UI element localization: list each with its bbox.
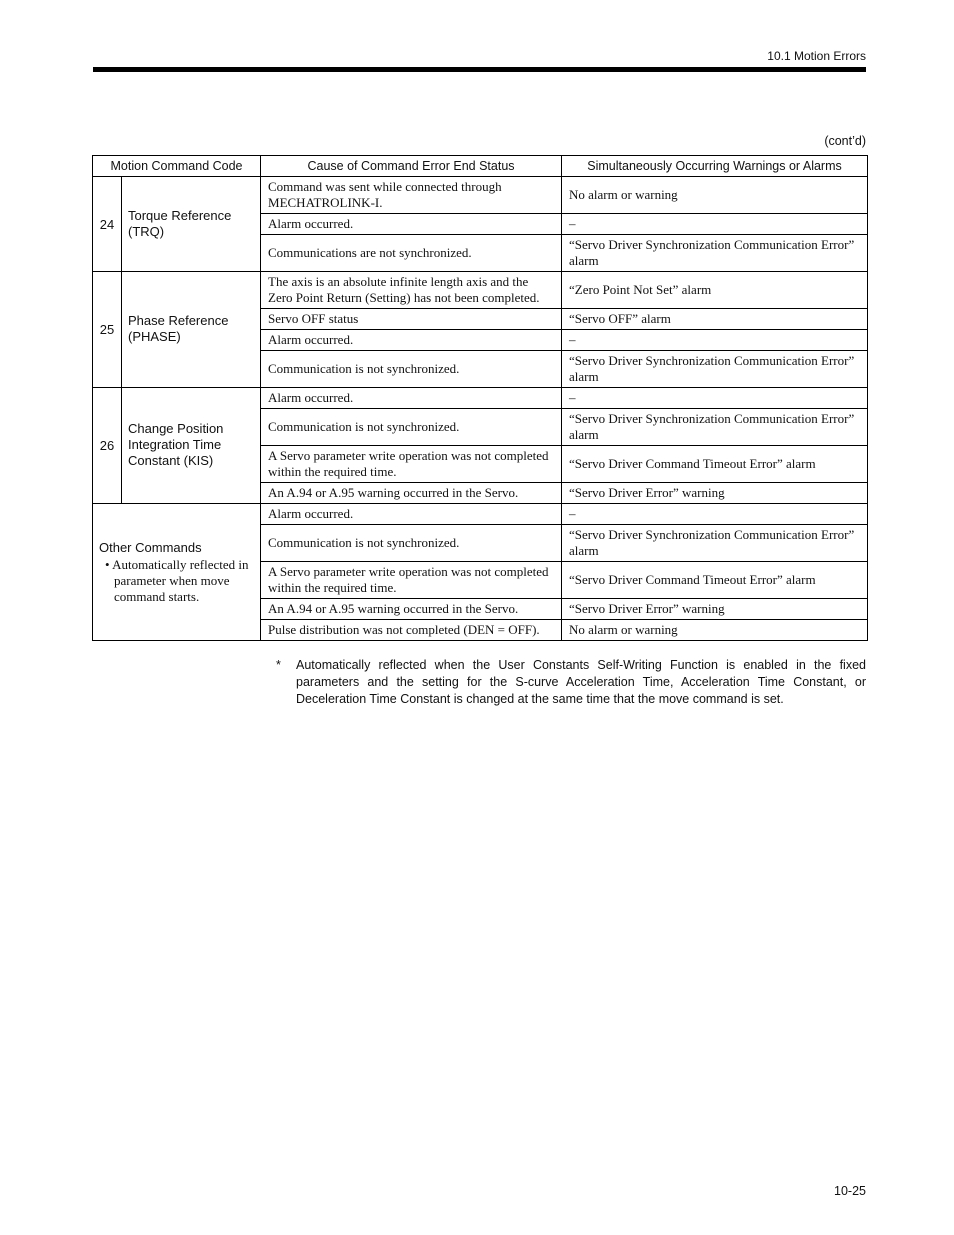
motion-errors-table: [92, 155, 868, 641]
cause-cell: Alarm occurred.: [261, 388, 562, 409]
table-header-row: [93, 156, 868, 177]
cause-cell: A Servo parameter write operation was not completed within the required time.: [261, 446, 562, 483]
cause-cell: Communications are not synchronized.: [261, 235, 562, 272]
warning-cell: “Servo Driver Synchronization Communication Error” alarm: [562, 235, 868, 272]
footnote: [276, 657, 866, 708]
command-code: 26: [93, 388, 122, 504]
footnote-marker: *: [276, 658, 281, 672]
warning-cell: “Servo Driver Command Timeout Error” alarm: [562, 562, 868, 599]
cause-cell: Alarm occurred.: [261, 214, 562, 235]
warning-cell: –: [562, 214, 868, 235]
command-name: Phase Reference (PHASE): [122, 272, 261, 388]
command-name: Other Commands: [99, 539, 202, 555]
warning-cell: “Servo Driver Command Timeout Error” alarm: [562, 446, 868, 483]
header-rule: [93, 67, 866, 72]
table-row: [93, 504, 868, 525]
warning-cell: “Zero Point Not Set” alarm: [562, 272, 868, 309]
command-name: Torque Reference (TRQ): [122, 177, 261, 272]
warning-cell: “Servo Driver Synchronization Communication Error” alarm: [562, 525, 868, 562]
col-header-warning: Simultaneously Occurring Warnings or Alarms: [562, 156, 868, 177]
warning-cell: “Servo Driver Synchronization Communication Error” alarm: [562, 351, 868, 388]
command-code: 24: [93, 177, 122, 272]
warning-cell: –: [562, 330, 868, 351]
cause-cell: Communication is not synchronized.: [261, 525, 562, 562]
continued-label: (cont’d): [824, 134, 866, 148]
cause-cell: Servo OFF status: [261, 309, 562, 330]
section-header: 10.1 Motion Errors: [767, 49, 866, 63]
command-code: 25: [93, 272, 122, 388]
cause-cell: Pulse distribution was not completed (DEN = OFF).: [261, 620, 562, 641]
cause-cell: Command was sent while connected through MECHATROLINK-I.: [261, 177, 562, 214]
table-row: [93, 388, 868, 409]
cause-cell: The axis is an absolute infinite length axis and the Zero Point Return (Setting) has not been completed.: [261, 272, 562, 309]
footnote-text: Automatically reflected when the User Constants Self-Writing Function is enabled in the fixed parameters and the setting for the S-curve Acceleration Time, Acceleration Time Constant, or Deceleration Time Constant is changed at the same time that the move command is set.: [296, 658, 866, 706]
warning-cell: “Servo Driver Synchronization Communication Error” alarm: [562, 409, 868, 446]
warning-cell: No alarm or warning: [562, 177, 868, 214]
col-header-cause: Cause of Command Error End Status: [261, 156, 562, 177]
warning-cell: “Servo Driver Error” warning: [562, 599, 868, 620]
warning-cell: –: [562, 504, 868, 525]
table-row: [93, 272, 868, 309]
page-number: 10-25: [834, 1184, 866, 1198]
cause-cell: An A.94 or A.95 warning occurred in the Servo.: [261, 599, 562, 620]
cause-cell: An A.94 or A.95 warning occurred in the Servo.: [261, 483, 562, 504]
command-name: Change Position Integration Time Constant (KIS): [122, 388, 261, 504]
warning-cell: No alarm or warning: [562, 620, 868, 641]
warning-cell: “Servo Driver Error” warning: [562, 483, 868, 504]
cause-cell: Communication is not synchronized.: [261, 409, 562, 446]
table-row: [93, 177, 868, 214]
col-header-code: Motion Command Code: [93, 156, 261, 177]
cause-cell: Alarm occurred.: [261, 504, 562, 525]
warning-cell: –: [562, 388, 868, 409]
cause-cell: Communication is not synchronized.: [261, 351, 562, 388]
warning-cell: “Servo OFF” alarm: [562, 309, 868, 330]
other-commands-cell: [93, 504, 261, 641]
other-commands-note: • Automatically reflected in parameter when move command starts.: [105, 556, 249, 604]
cause-cell: Alarm occurred.: [261, 330, 562, 351]
cause-cell: A Servo parameter write operation was not completed within the required time.: [261, 562, 562, 599]
